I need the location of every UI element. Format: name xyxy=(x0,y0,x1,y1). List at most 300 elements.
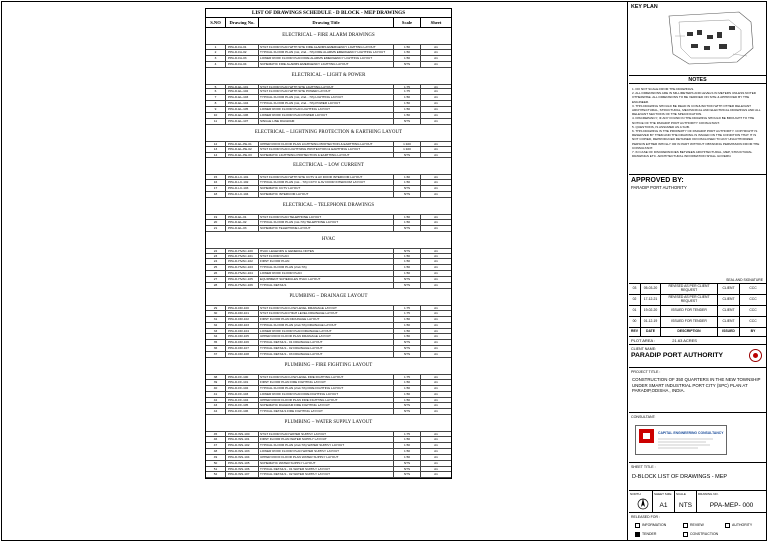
consultant-name: CAPITAL ENGINEERING CONSULTANCY xyxy=(658,431,724,435)
note-item: 6. THIS DRAWING IS THE PROPERTY OF PARADIP PORT AUTHORITY. COPYRIGHT IS RESERVED BY THEM AND THE DRAWING IS ISSUED ON THE CONDITION THAT IT IS NOT COPIED, REPRODUCED RETAINED OR DISCLOSED TO ANY UNAUTHORIZED PERSON EITHER WHOLLY OR IN PART WITHOUT OBTAINING PERMISSION FROM THE CONSULTANT. xyxy=(632,129,760,150)
cell-drawing-title: TYPICAL DETAILS FIRE FIGHTING LAYOUT xyxy=(259,409,394,415)
sheet-title-value: D-BLOCK LIST OF DRAWINGS - MEP xyxy=(632,474,728,480)
cell-drawing-no: PPA-D-EL-101 xyxy=(226,84,259,90)
cell-drawing-title: UPPER ROOF FLOOR PLAN LIGHTNING PROTECTION & EARTHING LAYOUT xyxy=(259,141,394,147)
header-drawing-no: Drawing No. xyxy=(226,18,259,27)
cell-sno: 20 xyxy=(206,220,226,226)
cell-drawing-no: PPA-D-WS-100 xyxy=(226,431,259,437)
checkbox-construction-label: CONSTRUCTION xyxy=(690,532,719,537)
cell-drawing-no: PPA-D-EL-02 xyxy=(226,220,259,226)
north-label: NORTH xyxy=(630,492,641,496)
cell-sheet: A1 xyxy=(421,467,451,473)
consultant-address-lines xyxy=(658,437,720,452)
cell-scale: 1:50 xyxy=(394,180,421,186)
consultant-logo-icon xyxy=(639,429,654,443)
cell-sno: 48 xyxy=(206,449,226,455)
cell-drawing-title: FIRST FLOOR PLAN DRAINAGE LAYOUT xyxy=(259,317,394,323)
cell-sheet: A1 xyxy=(421,346,451,352)
cell-sheet: A1 xyxy=(421,277,451,283)
cell-drawing-title: STILT FLOOR PLAN WITH SITE CCTV & AV DOOR INTERCOM LAYOUT xyxy=(259,174,394,180)
cell-sno: 1 xyxy=(206,44,226,50)
cell-drawing-title: LOWER ROOF FLOOR PLAN LIGHTING LAYOUT xyxy=(259,107,394,113)
cell-sheet: A1 xyxy=(421,180,451,186)
cell-drawing-no: PPA-D-EL-107 xyxy=(226,119,259,125)
cell-scale: 1:50 xyxy=(394,220,421,226)
schedule-sections xyxy=(206,28,451,478)
cell-drawing-no: PPA-D-EL-01 xyxy=(226,214,259,220)
cell-drawing-no: PPA-D-HVAC-106 xyxy=(226,283,259,289)
cell-sno: 17 xyxy=(206,186,226,192)
cell-sno: 4 xyxy=(206,62,226,68)
cell-drawing-title: SCHEMATIC TELEPHONE LAYOUT xyxy=(259,226,394,232)
cell-scale: NTS xyxy=(394,277,421,283)
cell-drawing-no: PPA-D-DR-103 xyxy=(226,323,259,329)
checkbox-information[interactable] xyxy=(635,523,666,528)
cell-drawing-no: PPA-D-WS-104 xyxy=(226,455,259,461)
checkbox-review-label: REVIEW xyxy=(690,523,704,528)
cell-sno: 28 xyxy=(206,283,226,289)
revision-header-by: BY xyxy=(750,329,756,334)
checkbox-information-box[interactable] xyxy=(635,523,640,528)
cell-drawing-no: PPA-D-EL-PE-02 xyxy=(226,147,259,153)
cell-drawing-no: PPA-D-HVAC-102 xyxy=(226,259,259,265)
north-arrow-icon xyxy=(629,491,653,513)
section-rows xyxy=(206,84,451,125)
cell-sno: 43 xyxy=(206,403,226,409)
cell-drawing-title: LOWER ROOF FLOOR PLAN xyxy=(259,271,394,277)
cell-sno: 24 xyxy=(206,259,226,265)
notes-heading: NOTES xyxy=(629,76,766,84)
cell-sheet: A1 xyxy=(421,226,451,232)
approved-by-value: PARADIP PORT AUTHORITY xyxy=(631,185,687,190)
cell-sno: 32 xyxy=(206,323,226,329)
header-drawing-title: Drawing Title xyxy=(259,18,394,27)
section-heading: PLUMBING – WATER SUPPLY LAYOUT xyxy=(284,420,373,426)
cell-drawing-no: PPA-D-FF-102 xyxy=(226,386,259,392)
seal-label: SEAL AND SIGNATURE xyxy=(726,278,763,282)
client-emblem-icon xyxy=(749,349,762,362)
schedule-header-row xyxy=(206,18,451,28)
cell-drawing-no: PPA-D-EL-03 xyxy=(226,226,259,232)
cell-sheet: A1 xyxy=(421,449,451,455)
cell-sheet: A1 xyxy=(421,62,451,68)
cell-scale: 1:75 xyxy=(394,431,421,437)
cell-scale: 1:50 xyxy=(394,101,421,107)
cell-sno: 49 xyxy=(206,455,226,461)
cell-scale: NTS xyxy=(394,226,421,232)
cell-drawing-title: TYPICAL DETAILS - 03 DRAINAGE LAYOUT xyxy=(259,352,394,358)
cell-drawing-title: TYPICAL FLOOR PLAN (1st, 2nd…7th) FIRE ALARMS EMERGENCY LIGHTING LAYOUT xyxy=(259,50,394,56)
cell-scale: 1:50 xyxy=(394,455,421,461)
drawing-no-cell xyxy=(697,491,766,512)
cell-sheet: A1 xyxy=(421,147,451,153)
cell-sheet: A1 xyxy=(421,174,451,180)
cell-drawing-title: STILT FLOOR PLAN WITH SITE FIRE ALARMS EMERGENCY LIGHTING LAYOUT xyxy=(259,44,394,50)
cell-drawing-title: STILT FLOOR PLAN LIGHTNING PROTECTION & EARTHING LAYOUT xyxy=(259,147,394,153)
cell-sheet: A1 xyxy=(421,431,451,437)
cell-scale: 1:50 xyxy=(394,214,421,220)
title-block xyxy=(629,2,766,540)
cell-sno: 46 xyxy=(206,437,226,443)
cell-scale: 1:50 xyxy=(394,380,421,386)
revision-date: 05-03-20 xyxy=(641,284,661,294)
revision-rev: 00 xyxy=(629,317,641,327)
cell-sheet: A1 xyxy=(421,220,451,226)
cell-sheet: A1 xyxy=(421,283,451,289)
cell-drawing-no: PPA-D-EL-103 xyxy=(226,95,259,101)
cell-drawing-title: TYPICAL DETAILS xyxy=(259,283,394,289)
cell-drawing-title: TYPICAL FLOOR PLAN (1st, 2nd…7th) POWER LAYOUT xyxy=(259,101,394,107)
cell-sno: 27 xyxy=(206,277,226,283)
cell-sheet: A1 xyxy=(421,340,451,346)
scale-cell xyxy=(675,491,697,512)
cell-drawing-title: SCHEMATIC CCTV LAYOUT xyxy=(259,186,394,192)
revision-header-desc: DESCRIPTION xyxy=(661,328,718,336)
cell-drawing-no: PPA-D-WS-102 xyxy=(226,443,259,449)
cell-drawing-title: TYPICAL FLOOR PLAN (2nd-7th) DRAINAGE LAYOUT xyxy=(259,323,394,329)
cell-sheet: A1 xyxy=(421,254,451,260)
cell-sno: 37 xyxy=(206,352,226,358)
project-label: PROJECT TITLE : xyxy=(631,370,661,374)
cell-sno: 15 xyxy=(206,174,226,180)
cell-sheet: A1 xyxy=(421,192,451,198)
revision-desc: REVISED AS PER CLIENT REQUEST xyxy=(661,284,718,294)
cell-drawing-no: PPA-D-LC-104 xyxy=(226,192,259,198)
consultant-logo xyxy=(635,425,727,455)
cell-scale: 1:50 xyxy=(394,50,421,56)
cell-sheet: A1 xyxy=(421,392,451,398)
cell-sno: 8 xyxy=(206,101,226,107)
cell-sheet: A1 xyxy=(421,443,451,449)
cell-drawing-title: STILT FLOOR PLAN LOW LEVEL FIRE FIGHTING LAYOUT xyxy=(259,374,394,380)
note-item: 3. THIS DRAWING SHOULD BE READ IN CONJUNCTION WITH OTHER RELEVANT ARCHITECTURAL, STRUCTURAL, MECHANICAL AND ELECTRICAL DRAWINGS AND ALL RELEVANT SECTIONS OF THE SPECIFICATION. xyxy=(632,103,761,117)
checkbox-tender-box[interactable] xyxy=(635,532,640,537)
checkbox-review[interactable] xyxy=(683,523,704,528)
cell-sheet: A1 xyxy=(421,374,451,380)
revision-rev: 01 xyxy=(629,306,641,316)
revision-issued: CLIENT xyxy=(718,295,740,305)
cell-sno: 9 xyxy=(206,107,226,113)
section-heading: PLUMBING – DRAINAGE LAYOUT xyxy=(289,293,368,299)
cell-drawing-no: PPA-D-FA-02 xyxy=(226,50,259,56)
cell-sheet: A1 xyxy=(421,248,451,254)
cell-scale: NTS xyxy=(394,346,421,352)
cell-drawing-no: PPA-D-LC-102 xyxy=(226,180,259,186)
cell-drawing-title: HVAC LEGENDS & GENERAL NOTES xyxy=(259,248,394,254)
cell-sno: 13 xyxy=(206,147,226,153)
cell-sheet: A1 xyxy=(421,334,451,340)
revision-date: 01-12-19 xyxy=(641,317,661,327)
table-row xyxy=(206,226,451,232)
cell-drawing-no: PPA-D-DR-108 xyxy=(226,352,259,358)
cell-sno: 30 xyxy=(206,311,226,317)
cell-sno: 51 xyxy=(206,467,226,473)
cell-sno: 16 xyxy=(206,180,226,186)
cell-sno: 5 xyxy=(206,84,226,90)
cell-sheet: A1 xyxy=(421,89,451,95)
cell-drawing-title: STILT FLOOR PLAN TELEPHONE LAYOUT xyxy=(259,214,394,220)
cell-scale: 1:50 xyxy=(394,265,421,271)
section-rows xyxy=(206,214,451,232)
cell-scale: 1:75 xyxy=(394,374,421,380)
cell-drawing-title: UPPER ROOF FLOOR PLAN DRAINAGE LAYOUT xyxy=(259,334,394,340)
cell-sheet: A1 xyxy=(421,153,451,159)
client-label: CLIENT NAME: xyxy=(631,347,657,351)
revision-header-date: DATE xyxy=(641,328,661,336)
sheet-title-label: SHEET TITLE : xyxy=(631,465,656,469)
cell-sheet: A1 xyxy=(421,44,451,50)
released-label: RELEASED FOR : xyxy=(631,515,660,519)
consultant-label: CONSULTANT: xyxy=(631,415,656,419)
cell-scale: NTS xyxy=(394,186,421,192)
approved-by-box xyxy=(629,174,766,282)
cell-scale: 1:50 xyxy=(394,44,421,50)
cell-drawing-title: LOWER ROOF FLOOR PLAN FIRE ALARMS EMERGENCY LIGHTING LAYOUT xyxy=(259,56,394,62)
cell-sno: 36 xyxy=(206,346,226,352)
cell-scale: 1:60 xyxy=(394,174,421,180)
checkbox-tender-label: TENDER xyxy=(642,532,657,537)
cell-sheet: A1 xyxy=(421,472,451,478)
cell-sheet: A1 xyxy=(421,214,451,220)
cell-drawing-no: PPA-D-FA-03 xyxy=(226,56,259,62)
sheet-size-value: A1 xyxy=(659,502,668,509)
project-box xyxy=(629,368,766,413)
header-scale: Scale xyxy=(394,18,421,27)
sheet-size-cell xyxy=(653,491,675,512)
revision-row xyxy=(629,306,766,317)
cell-drawing-title: UPPER ROOF FLOOR PLAN WATER SUPPLY LAYOUT xyxy=(259,455,394,461)
cell-drawing-title: STILT FLOOR PLAN WITH SITE LIGHTING LAYOUT xyxy=(259,84,394,90)
revision-row xyxy=(629,284,766,295)
project-title: CONSTRUCTION OF 350 QUARTERS IN THE NEW TOWNSHIP UNDER SMART INDUSTRIAL PORT CITY (SPC) PLAN AT PARADIP,ODISHA , INDIA. xyxy=(632,377,761,394)
cell-sno: 50 xyxy=(206,461,226,467)
checkbox-construction[interactable] xyxy=(683,532,718,537)
cell-drawing-no: PPA-D-HVAC-101 xyxy=(226,254,259,260)
revision-by: CCC xyxy=(749,297,757,302)
drawing-schedule-table xyxy=(205,8,452,479)
cell-drawing-no: PPA-D-DR-100 xyxy=(226,305,259,311)
cell-drawing-no: PPA-D-DR-104 xyxy=(226,329,259,335)
sheet-title-box xyxy=(629,463,766,491)
cell-drawing-title: LOWER ROOF FLOOR PLAN DRAINAGE LAYOUT xyxy=(259,329,394,335)
drawing-no-value: PPA-MEP- 000 xyxy=(709,502,754,509)
cell-sheet: A1 xyxy=(421,323,451,329)
cell-sheet: A1 xyxy=(421,403,451,409)
section-rows xyxy=(206,174,451,198)
consultant-box xyxy=(629,413,766,463)
cell-scale: NTS xyxy=(394,409,421,415)
cell-sno: 31 xyxy=(206,317,226,323)
cell-scale: NTS xyxy=(394,192,421,198)
cell-sheet: A1 xyxy=(421,271,451,277)
notes-list xyxy=(632,87,763,158)
header-sno: S.NO xyxy=(206,18,226,27)
note-item: 7. IN CASE OF DISCREPANCIES BETWEEN ARCHITECTURAL, MEP, STRUCTURAL DRAWINGS ETC. ARCHITECTURAL INFORMATION SHALL GOVERN. xyxy=(632,150,753,159)
cell-sno: 38 xyxy=(206,374,226,380)
cell-scale: 1:50 xyxy=(394,398,421,404)
cell-sno: 52 xyxy=(206,472,226,478)
checkbox-review-box[interactable] xyxy=(683,523,688,528)
key-plan-drawing xyxy=(629,2,766,76)
plot-area-value: 21.63 ACRES xyxy=(672,338,697,343)
cell-scale: NTS xyxy=(394,153,421,159)
revision-desc: ISSUED FOR TENDER xyxy=(661,306,718,316)
cell-sno: 11 xyxy=(206,119,226,125)
header-sheet: Sheet xyxy=(430,20,442,25)
cell-scale: 1:50 xyxy=(394,317,421,323)
cell-drawing-no: PPA-D-LC-103 xyxy=(226,186,259,192)
cell-sno: 19 xyxy=(206,214,226,220)
cell-sheet: A1 xyxy=(421,455,451,461)
cell-sheet: A1 xyxy=(421,259,451,265)
cell-drawing-no: PPA-D-EL-104 xyxy=(226,101,259,107)
checkbox-construction-box[interactable] xyxy=(683,532,688,537)
cell-drawing-no: PPA-D-DR-101 xyxy=(226,311,259,317)
cell-drawing-title: STILT FLOOR PLAN HIGH LEVEL DRAINAGE LAYOUT xyxy=(259,311,394,317)
cell-sno: 40 xyxy=(206,386,226,392)
cell-scale: 1:50 xyxy=(394,259,421,265)
cell-drawing-no: PPA-D-EL-PE-03 xyxy=(226,153,259,159)
cell-scale: 1:50 xyxy=(394,95,421,101)
cell-scale: NTS xyxy=(394,119,421,125)
cell-sheet: A1 xyxy=(421,437,451,443)
cell-scale: NTS xyxy=(394,352,421,358)
checkbox-authority-box[interactable] xyxy=(725,523,730,528)
cell-drawing-no: PPA-D-WS-105 xyxy=(226,461,259,467)
cell-scale: NTS xyxy=(394,340,421,346)
cell-drawing-title: TYPICAL FLOOR PLAN (2nd-7th) FIRE FIGHTING LAYOUT xyxy=(259,386,394,392)
table-row xyxy=(206,472,451,478)
cell-drawing-no: PPA-D-FF-100 xyxy=(226,374,259,380)
checkbox-authority[interactable] xyxy=(725,523,752,528)
cell-sheet: A1 xyxy=(421,380,451,386)
client-box xyxy=(629,345,766,368)
cell-scale: 1:75 xyxy=(394,305,421,311)
section-heading: ELECTRICAL – FIRE ALARM DRAWINGS xyxy=(282,33,375,38)
table-row xyxy=(206,62,451,68)
cell-drawing-title: SCHEMATIC FIRE ALARMS EMERGENCY LIGHTING LAYOUT xyxy=(259,62,394,68)
cell-sheet: A1 xyxy=(421,119,451,125)
cell-drawing-title: LOWER ROOF FLOOR PLAN WATER SUPPLY LAYOUT xyxy=(259,449,394,455)
cell-sno: 26 xyxy=(206,271,226,277)
cell-drawing-title: LOWER ROOF FLOOR PLAN FIRE FIGHTING LAYOUT xyxy=(259,392,394,398)
cell-drawing-no: PPA-D-HVAC-105 xyxy=(226,277,259,283)
cell-drawing-title: FIRST FLOOR PLAN xyxy=(259,259,394,265)
cell-sheet: A1 xyxy=(421,186,451,192)
section-rows xyxy=(206,305,451,358)
cell-sno: 34 xyxy=(206,334,226,340)
cell-drawing-no: PPA-D-FF-106 xyxy=(226,409,259,415)
cell-drawing-title: STILT FLOOR PLAN WITH SITE POWER LAYOUT xyxy=(259,89,394,95)
cell-drawing-no: PPA-D-FF-105 xyxy=(226,403,259,409)
cell-scale: NTS xyxy=(394,283,421,289)
cell-drawing-no: PPA-D-FF-104 xyxy=(226,398,259,404)
cell-scale: 1:50 xyxy=(394,329,421,335)
cell-sheet: A1 xyxy=(421,329,451,335)
cell-sno: 10 xyxy=(206,113,226,119)
cell-drawing-no: PPA-D-FF-101 xyxy=(226,380,259,386)
cell-drawing-no: PPA-D-FA-01 xyxy=(226,44,259,50)
cell-drawing-no: PPA-D-EL-102 xyxy=(226,89,259,95)
approved-by-label: APPROVED BY: xyxy=(631,177,684,184)
revision-header-rev: REV xyxy=(629,328,641,336)
table-row xyxy=(206,119,451,125)
revision-desc: ISSUED FOR TENDER xyxy=(661,317,718,327)
cell-drawing-no: PPA-D-LC-101 xyxy=(226,174,259,180)
section-heading: ELECTRICAL – TELEPHONE DRAWINGS xyxy=(282,203,375,209)
checkbox-tender[interactable] xyxy=(635,532,656,537)
cell-sno: 33 xyxy=(206,329,226,335)
cell-sno: 23 xyxy=(206,254,226,260)
cell-sno: 6 xyxy=(206,89,226,95)
section-heading: ELECTRICAL – LOW CURRENT xyxy=(293,163,364,169)
cell-sno: 7 xyxy=(206,95,226,101)
key-plan-label: KEY PLAN xyxy=(631,4,658,10)
cell-drawing-title: TYPICAL DETAILS - 02 WATER SUPPLY LAYOUT xyxy=(259,472,394,478)
cell-sheet: A1 xyxy=(421,95,451,101)
checkbox-authority-label: AUTHORITY xyxy=(732,523,753,528)
cell-drawing-title: SCHEMATIC DIAGRAM FIRE FIGHTING LAYOUT xyxy=(259,403,394,409)
section-rows xyxy=(206,141,451,159)
revision-row xyxy=(629,317,766,328)
cell-sno: 18 xyxy=(206,192,226,198)
cell-sno: 39 xyxy=(206,380,226,386)
cell-drawing-title: TYPICAL DETAILS - 01 DRAINAGE LAYOUT xyxy=(259,340,394,346)
cell-sheet: A1 xyxy=(421,398,451,404)
cell-scale: 1:100 xyxy=(394,147,421,153)
note-item: 4. DISCREPANCY, IF ANY FOUND IN THE DRAWING SHOULD BE BROUGHT TO THE NOTICE OF THE PARADIP PORT AUTHORITY CONSULTANT. xyxy=(632,116,755,125)
cell-drawing-title: TYPICAL DETAILS - 02 DRAINAGE LAYOUT xyxy=(259,346,394,352)
cell-sno: 41 xyxy=(206,392,226,398)
cell-sheet: A1 xyxy=(421,317,451,323)
sheet-size-label: SHEET SIZE xyxy=(654,492,672,496)
cell-sheet: A1 xyxy=(421,409,451,415)
cell-drawing-no: PPA-D-HVAC-103 xyxy=(226,265,259,271)
cell-sno: 21 xyxy=(206,226,226,232)
cell-scale: 1:50 xyxy=(394,271,421,277)
cell-drawing-no: PPA-D-WS-107 xyxy=(226,472,259,478)
cell-sno: 29 xyxy=(206,305,226,311)
cell-sheet: A1 xyxy=(421,265,451,271)
cell-drawing-title: STILT FLOOR PLAN LOW LEVEL DRAINAGE LAYOUT xyxy=(259,305,394,311)
note-item: 5. QUESTIONS, IS ASSUMED AS A SUB. xyxy=(632,124,690,129)
cell-sheet: A1 xyxy=(421,107,451,113)
sheet-meta-row xyxy=(629,491,766,513)
section-heading: ELECTRICAL – LIGHT & POWER xyxy=(291,72,366,78)
north-cell xyxy=(629,491,653,512)
drawing-no-label: DRAWING NO. xyxy=(698,492,719,496)
cell-sheet: A1 xyxy=(421,113,451,119)
client-name: PARADIP PORT AUTHORITY xyxy=(631,352,724,359)
cell-sno: 47 xyxy=(206,443,226,449)
cell-scale: 1:75 xyxy=(394,89,421,95)
cell-scale: 1:50 xyxy=(394,386,421,392)
cell-drawing-no: PPA-D-FF-103 xyxy=(226,392,259,398)
section-rows xyxy=(206,431,451,478)
cell-drawing-no: PPA-D-FA-04 xyxy=(226,62,259,68)
revision-rev: 03 xyxy=(629,284,641,294)
note-item: 1. DO NOT SCALE FROM THE DRAWINGS. xyxy=(632,87,694,91)
cell-drawing-title: FIRST FLOOR PLAN FIRE FIGHTING LAYOUT xyxy=(259,380,394,386)
schedule-area xyxy=(2,2,628,540)
scale-label: SCALE xyxy=(676,492,686,496)
cell-drawing-title: TYPICAL FLOOR PLAN (1st…7th) CCTV & AV DOOR INTERCOM LAYOUT xyxy=(259,180,394,186)
cell-sheet: A1 xyxy=(421,311,451,317)
cell-scale: 1:50 xyxy=(394,107,421,113)
plot-area-label: PLOT AREA : xyxy=(631,338,656,343)
section-heading: ELECTRICAL – LIGHTNING PROTECTION & EARTHING LAYOUT xyxy=(254,129,403,135)
cell-drawing-no: PPA-D-DR-105 xyxy=(226,334,259,340)
